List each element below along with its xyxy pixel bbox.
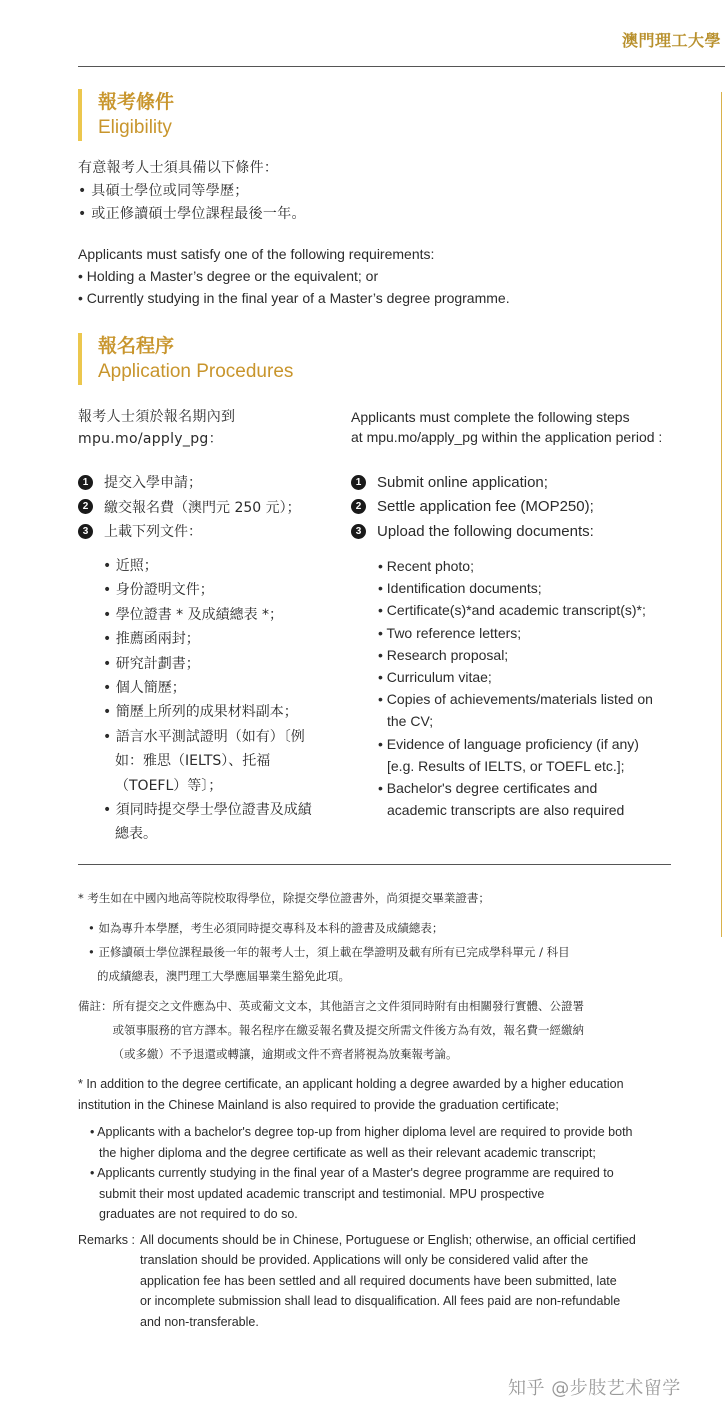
remark-line: and non-transferable. bbox=[140, 1314, 259, 1329]
procedures-intro-en-line: Applicants must complete the following steps bbox=[351, 409, 630, 425]
note-line: • 如為專升本學歷，考生必須同時提交專科及本科的證書及成績總表； bbox=[88, 921, 444, 935]
step-label: 繳交報名費（澳門元 250 元）； bbox=[104, 499, 301, 516]
notes-en bbox=[78, 1074, 718, 1332]
remarks-zh bbox=[78, 994, 718, 1066]
step-item bbox=[351, 519, 711, 544]
remark-line: 所有提交之文件應為中、英或葡文文本，其他語言之文件須同時附有由相關發行實體、公證署 bbox=[112, 999, 584, 1013]
list-item: • Recent photo; bbox=[378, 558, 474, 574]
step-number-badge: 1 bbox=[78, 475, 93, 490]
remark-line: （或多繳）不予退還或轉讓，逾期或文件不齊者將視為放棄報考論。 bbox=[112, 1047, 458, 1061]
remark-line: translation should be provided. Applications will only be considered valid after the bbox=[140, 1253, 589, 1267]
procedures-title-en: Application Procedures bbox=[98, 361, 294, 382]
remark-line: 或領事服務的官方譯本。報名程序在繳妥報名費及提交所需文件後方為有效，報名費一經繳納 bbox=[112, 1023, 584, 1037]
step-number-badge: 1 bbox=[351, 475, 366, 490]
note-bullets-en bbox=[78, 1122, 718, 1225]
procedures-intro-en bbox=[351, 407, 711, 447]
note-star-en-line: * In addition to the degree certificate, an applicant holding a degree awarded by a higher education bbox=[78, 1077, 624, 1091]
documents-list-zh bbox=[103, 554, 333, 847]
step-item bbox=[351, 495, 711, 520]
note-star-zh: * 考生如在中國內地高等院校取得學位，除提交學位證書外，尚須提交畢業證書； bbox=[78, 891, 490, 905]
eligibility-intro-zh: 有意報考人士須具備以下條件： bbox=[78, 160, 279, 176]
list-item: • 語言水平測試證明（如有）〔例如：雅思（IELTS）、托福（TOEFL）等〕； bbox=[103, 728, 305, 794]
remarks-label-zh: 備註： bbox=[78, 999, 113, 1013]
list-item: • Identification documents; bbox=[378, 580, 542, 597]
eligibility-item-en: • Currently studying in the final year of a Master’s degree programme. bbox=[78, 290, 510, 306]
eligibility-title-zh: 報考條件 bbox=[98, 91, 175, 113]
university-brand: 澳門理工大學 bbox=[621, 31, 721, 50]
list-item: • Curriculum vitae; bbox=[378, 669, 492, 686]
note-star-en-line: institution in the Chinese Mainland is also required to provide the graduation certificate; bbox=[78, 1097, 559, 1112]
eligibility-title-en: Eligibility bbox=[98, 117, 172, 138]
procedures-intro-en-line: at mpu.mo/apply_pg within the application period : bbox=[351, 429, 663, 445]
list-item: • Research proposal; bbox=[378, 646, 509, 663]
steps-zh bbox=[78, 470, 340, 544]
note-bullet-zh bbox=[78, 916, 718, 988]
list-item: • Evidence of language proficiency (if any) [e.g. Results of IELTS, or TOEFL etc.]; bbox=[378, 735, 639, 774]
note-line: • 正修讀碩士學位課程最後一年的報考人士，須上載在學證明及載有所有已完成學科單元 / 科目 bbox=[88, 945, 570, 959]
note-line: • Applicants with a bachelor's degree top-up from higher diploma level are required to provide both bbox=[90, 1125, 633, 1139]
eligibility-item-en: • Holding a Master’s degree or the equivalent; or bbox=[78, 268, 379, 284]
procedures-title-zh: 報名程序 bbox=[98, 335, 175, 357]
list-item: • 推薦函兩封； bbox=[103, 631, 200, 648]
procedures-intro-zh-line: mpu.mo/apply_pg： bbox=[78, 431, 223, 447]
remarks-label-en: Remarks : bbox=[78, 1232, 135, 1247]
note-line: the higher diploma and the degree certificate as well as their relevant academic transcript; bbox=[99, 1145, 596, 1160]
eligibility-heading bbox=[78, 89, 174, 141]
procedures-heading bbox=[78, 333, 293, 385]
list-item: • 簡歷上所列的成果材料副本； bbox=[103, 704, 298, 721]
step-number-badge: 3 bbox=[351, 524, 366, 539]
step-number-badge: 2 bbox=[351, 499, 366, 514]
step-label: Upload the following documents: bbox=[377, 522, 594, 540]
list-item: • Bachelor's degree certificates and academic transcripts are also required bbox=[378, 780, 625, 819]
eligibility-zh bbox=[78, 157, 306, 226]
step-number-badge: 3 bbox=[78, 524, 93, 539]
note-line: submit their most updated academic transcript and testimonial. MPU prospective bbox=[99, 1186, 545, 1201]
remark-line: application fee has been settled and all required documents have been submitted, late bbox=[140, 1273, 617, 1288]
list-item: • Copies of achievements/materials listed on the CV; bbox=[378, 691, 653, 730]
eligibility-intro-en: Applicants must satisfy one of the following requirements: bbox=[78, 246, 435, 262]
list-item: • Certificate(s)*and academic transcript(s)*; bbox=[378, 602, 646, 619]
side-accent-line bbox=[721, 92, 722, 937]
procedures-intro-zh-line: 報考人士須於報名期內到 bbox=[78, 409, 236, 425]
eligibility-item-zh: • 具碩士學位或同等學歷； bbox=[78, 183, 249, 199]
documents-list-en bbox=[378, 555, 678, 821]
list-item: • 身份證明文件； bbox=[103, 582, 214, 599]
step-item bbox=[78, 495, 340, 520]
eligibility-en bbox=[78, 243, 510, 309]
step-label: 提交入學申請； bbox=[104, 475, 202, 492]
notes-zh bbox=[78, 886, 718, 1066]
remarks-en bbox=[78, 1230, 718, 1333]
remark-line: All documents should be in Chinese, Portuguese or English; otherwise, an official certified bbox=[140, 1232, 636, 1247]
step-label: 上載下列文件： bbox=[104, 524, 202, 541]
list-item: • 須同時提交學士學位證書及成績總表。 bbox=[103, 802, 312, 843]
note-line: 的成績總表，澳門理工大學應屆畢業生豁免此項。 bbox=[97, 969, 350, 983]
note-line: • Applicants currently studying in the final year of a Master's degree programme are required to bbox=[90, 1166, 614, 1180]
list-item: • 學位證書 * 及成績總表 *； bbox=[103, 606, 284, 623]
step-item bbox=[78, 519, 340, 544]
step-label: Submit online application; bbox=[377, 473, 548, 491]
step-number-badge: 2 bbox=[78, 499, 93, 514]
list-item: • 研究計劃書； bbox=[103, 655, 200, 672]
procedures-intro-zh bbox=[78, 406, 340, 450]
step-label: Settle application fee (MOP250); bbox=[377, 498, 594, 516]
header-divider bbox=[78, 66, 725, 67]
remark-line: or incomplete submission shall lead to disqualification. All fees paid are non-refundable bbox=[140, 1294, 621, 1308]
list-item: • Two reference letters; bbox=[378, 624, 522, 641]
step-item bbox=[78, 470, 340, 495]
list-item: • 個人簡歷； bbox=[103, 680, 186, 697]
notes-divider bbox=[78, 864, 671, 865]
step-item bbox=[351, 470, 711, 495]
watermark: 知乎 @步肢艺术留学 bbox=[508, 1378, 681, 1399]
steps-en bbox=[351, 470, 711, 544]
note-line: graduates are not required to do so. bbox=[99, 1207, 298, 1221]
list-item: • 近照； bbox=[103, 558, 158, 574]
eligibility-item-zh: • 或正修讀碩士學位課程最後一年。 bbox=[78, 206, 306, 222]
